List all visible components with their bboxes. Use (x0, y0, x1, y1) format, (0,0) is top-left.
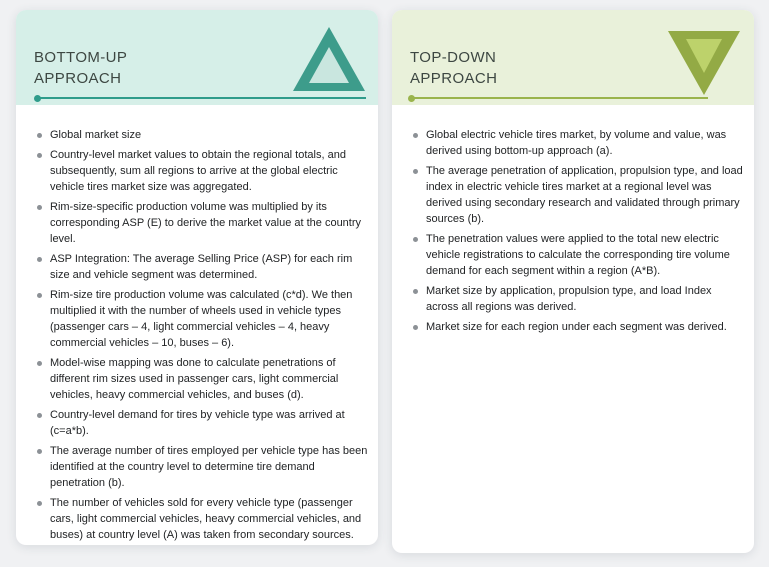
list-item-text: ASP Integration: The average Selling Price (ASP) for each rim size and vehicle segment was determined. (50, 253, 353, 281)
list-item (412, 283, 744, 315)
bullet-icon (413, 133, 418, 138)
list-item-text: The penetration values were applied to the total new electric vehicle registrations to calculate the corresponding tire volume demand for each segment within a region (A*B). (426, 233, 730, 277)
list-item-text: Global electric vehicle tires market, by volume and value, was derived using bottom-up approach (a). (426, 129, 727, 157)
bullet-icon (413, 289, 418, 294)
bottom-up-list (16, 105, 378, 543)
panel-title-line2: APPROACH (34, 70, 122, 87)
bullet-icon (413, 325, 418, 330)
panel-title (410, 47, 497, 89)
list-item (36, 147, 368, 195)
list-item-text: Rim-size-specific production volume was multiplied by its corresponding ASP (E) to derive the market value at the country level. (50, 201, 362, 245)
list-item-text: Market size for each region under each segment was derived. (426, 321, 727, 333)
list-item (412, 163, 744, 227)
bullet-icon (37, 293, 42, 298)
top-down-header (392, 10, 754, 105)
bullet-icon (37, 361, 42, 366)
bullet-icon (37, 449, 42, 454)
bottom-up-header (16, 10, 378, 105)
bullet-icon (37, 413, 42, 418)
list-item (36, 495, 368, 543)
bullet-icon (413, 169, 418, 174)
bottom-up-card (16, 10, 378, 545)
top-down-card (392, 10, 754, 553)
list-item (36, 355, 368, 403)
list-item-text: Global market size (50, 129, 142, 141)
up-triangle-icon (292, 26, 366, 92)
bullet-icon (37, 205, 42, 210)
list-item (412, 127, 744, 159)
accent-dot (408, 95, 415, 102)
list-item (412, 319, 744, 335)
list-item (36, 251, 368, 283)
bullet-icon (37, 153, 42, 158)
panel-title-line1: BOTTOM-UP (34, 49, 128, 66)
accent-dot (34, 95, 41, 102)
list-item (36, 287, 368, 351)
list-item (36, 127, 368, 143)
list-item (412, 231, 744, 279)
list-item-text: The average penetration of application, propulsion type, and load index in electric vehicle tires market at a regional level was derived using secondary research and validated through primary sources (b). (426, 165, 743, 225)
list-item-text: The number of vehicles sold for every vehicle type (passenger cars, light commercial vehicles, heavy commercial vehicles, and buses) at country level (A) was taken from secondary sources. (50, 497, 362, 541)
list-item (36, 199, 368, 247)
list-item-text: Rim-size tire production volume was calculated (c*d). We then multiplied it with the number of wheels used in vehicle types (passenger cars – 4, light commercial vehicles – 4, heavy commercial vehicles – 10, buses – 6). (50, 289, 353, 349)
list-item-text: Model-wise mapping was done to calculate penetrations of different rim sizes used in passenger cars, light commercial vehicles, heavy commercial vehicles, and buses (d). (50, 357, 339, 401)
list-item (36, 407, 368, 439)
bullet-icon (37, 257, 42, 262)
list-item-text: Country-level demand for tires by vehicle type was arrived at (c=a*b). (50, 409, 345, 437)
list-item (36, 443, 368, 491)
accent-underline (36, 97, 366, 99)
down-triangle-icon (667, 30, 741, 96)
panel-title-line2: APPROACH (410, 70, 498, 87)
panel-title (34, 47, 127, 89)
accent-underline (410, 97, 708, 99)
bullet-icon (37, 501, 42, 506)
bullet-icon (37, 133, 42, 138)
list-item-text: Market size by application, propulsion type, and load Index across all regions was derived. (426, 285, 712, 313)
top-down-list (392, 105, 754, 335)
panel-title-line1: TOP-DOWN (410, 49, 497, 66)
list-item-text: Country-level market values to obtain the regional totals, and subsequently, sum all regions to arrive at the global electric vehicle tires market size was aggregated. (50, 149, 346, 193)
bullet-icon (413, 237, 418, 242)
list-item-text: The average number of tires employed per vehicle type has been identified at the country level to determine tire demand penetration (b). (50, 445, 368, 489)
